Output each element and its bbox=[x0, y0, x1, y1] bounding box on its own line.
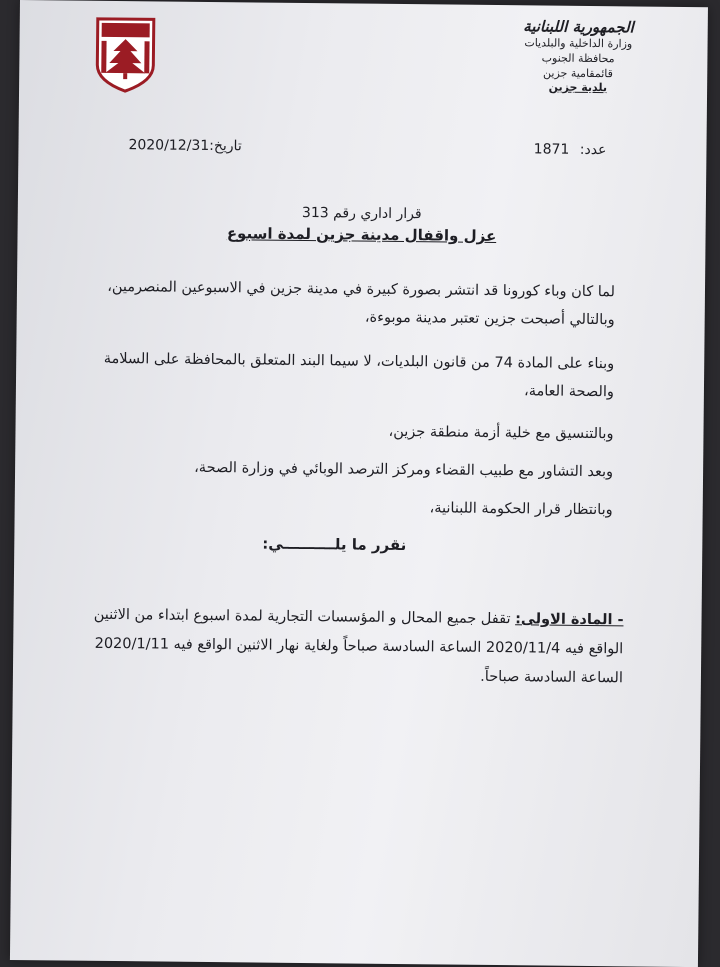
date-value: 2020/12/31 bbox=[128, 137, 210, 154]
reference-value: 1871 bbox=[533, 141, 570, 158]
municipality-line: بلدية جزين bbox=[548, 80, 608, 95]
document-date bbox=[128, 137, 241, 154]
decision-subject: عزل واقفال مدينة جزين لمدة اسبوع bbox=[226, 224, 497, 245]
paragraph-article-74: وبناء على المادة 74 من قانون البلديات، لا سيما البند المتعلق بالمحافظة على السلامة والصحة العامة، bbox=[103, 350, 615, 401]
resolve-heading: نقرر ما يلــــــــــي: bbox=[262, 534, 407, 555]
reference-label: عدد: bbox=[579, 141, 607, 159]
governorate-line: محافظة الجنوب bbox=[541, 51, 615, 66]
article-one-text: تقفل جميع المحال و المؤسسات التجارية لمدة اسبوع ابتداء من الاثنين الواقع فيه 2020/11/4 الساعة السادسة صباحاً ولغاية نهار الاثنين الواقع فيه 2020/1/11 الساعة السادسة صباحاً. bbox=[93, 606, 624, 687]
municipality-logo bbox=[93, 15, 158, 94]
decision-title: قرار اداري رقم 313 bbox=[301, 204, 422, 223]
paragraph-covid: لما كان وباء كورونا قد انتشر بصورة كبيرة في مدينة جزين في الاسبوعين المنصرمين، وبالتالي أصبحت جزين تعتبر مدينة موبوءة، bbox=[107, 278, 616, 329]
letterhead bbox=[523, 17, 634, 94]
article-one-label: - المادة الاولى: bbox=[515, 611, 624, 629]
paragraph-awaiting: وبانتظار قرار الحكومة اللبنانية، bbox=[429, 500, 613, 519]
article-one bbox=[83, 601, 624, 694]
paragraph-consultation: وبعد التشاور مع طبيب القضاء ومركز الترصد الوبائي في وزارة الصحة، bbox=[194, 459, 614, 481]
date-label: تاريخ: bbox=[209, 137, 242, 155]
ministry-line: وزارة الداخلية والبلديات bbox=[524, 36, 633, 51]
paragraph-coordination: وبالتنسيق مع خلية أزمة منطقة جزين، bbox=[388, 423, 614, 443]
district-line: قائمقامية جزين bbox=[543, 66, 614, 81]
document-page bbox=[10, 0, 708, 967]
reference-number bbox=[534, 141, 607, 158]
republic-heading: الجمهورية اللبنانية bbox=[523, 17, 634, 37]
decision-heading bbox=[17, 202, 705, 247]
